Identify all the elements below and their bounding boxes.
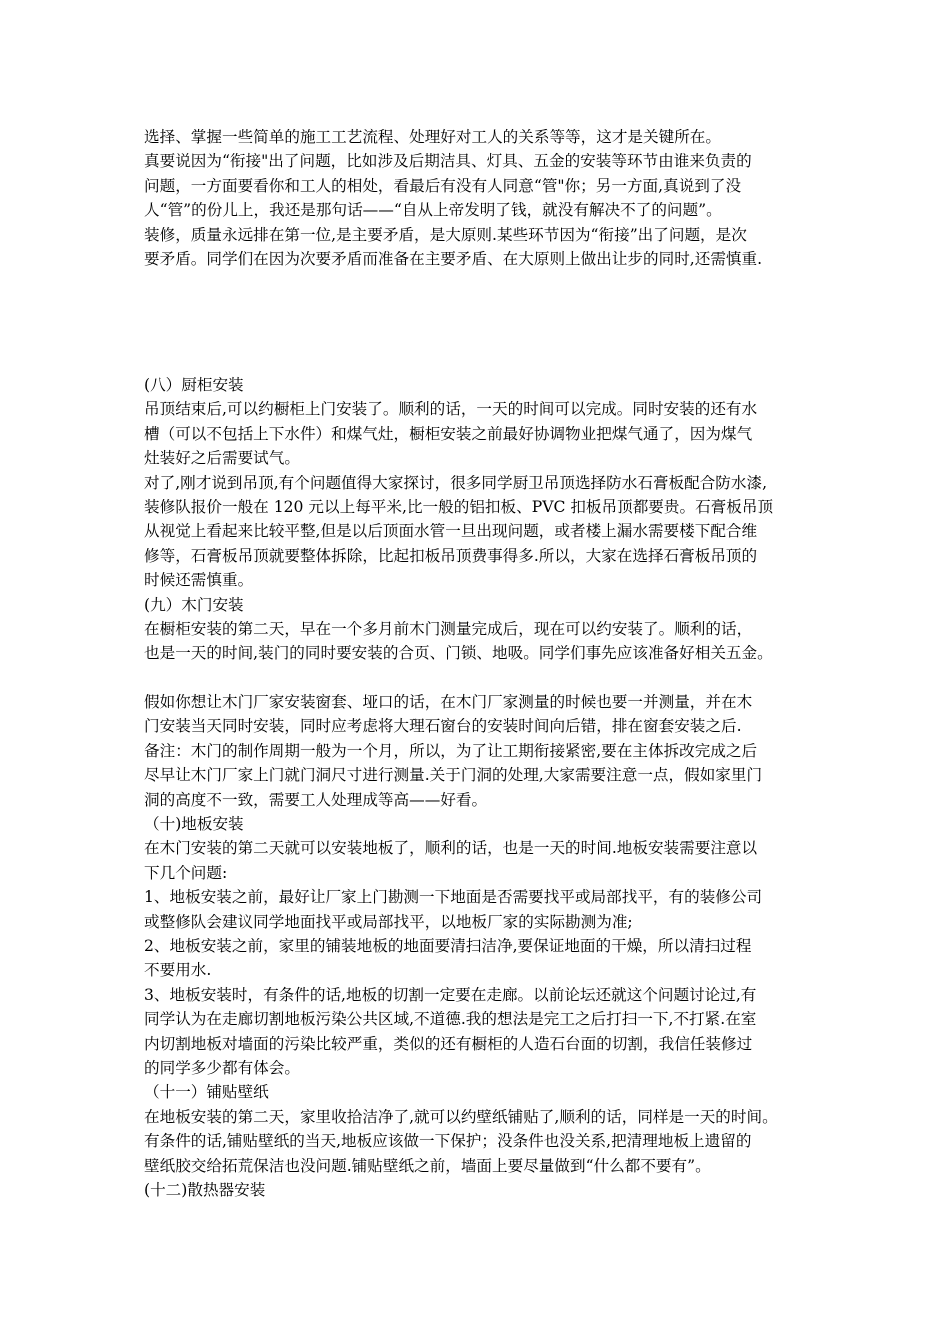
- section-heading-wood-door: (九）木门安装: [144, 595, 244, 614]
- section-heading-kitchen-cabinet: (八）厨柜安装: [144, 376, 244, 394]
- text-line: 槽（可以不包括上下水件）和煤气灶，橱柜安装之前最好协调物业把煤气通了，因为煤气: [144, 424, 753, 443]
- section-heading-floor: （十)地板安装: [144, 815, 244, 834]
- text-line: 要矛盾。同学们在因为次要矛盾而准备在主要矛盾、在大原则上做出让步的同时,还需慎重.: [144, 249, 763, 268]
- text-line: 对了,刚才说到吊顶,有个问题值得大家探讨，很多同学厨卫吊顶选择防水石膏板配合防水漆,: [144, 473, 768, 492]
- text-line: 时候还需慎重。: [144, 571, 254, 590]
- list-item: 2、地板安装之前，家里的铺装地板的地面要清扫洁净,要保证地面的干燥，所以清扫过程: [144, 936, 752, 955]
- text-line: 有条件的话,铺贴壁纸的当天,地板应该做一下保护；没条件也没关系,把清理地板上遗留的: [144, 1132, 752, 1151]
- intro-paragraphs: [144, 125, 824, 271]
- text-line: 尽早让木门厂家上门就门洞尺寸进行测量.关于门洞的处理,大家需要注意一点，假如家里门: [144, 766, 763, 785]
- text-line: 的同学多少都有体会。: [144, 1058, 300, 1077]
- text-line: 也是一天的时间,装门的同时要安装的合页、门锁、地吸。同学们事先应该准备好相关五金。: [144, 644, 773, 663]
- text-line: 灶装好之后需要试气。: [144, 449, 300, 468]
- list-item: 3、地板安装时，有条件的话,地板的切割一定要在走廊。以前论坛还就这个问题讨论过,有: [144, 985, 757, 1004]
- text-line: 从视觉上看起来比较平整,但是以后顶面水管一旦出现问题，或者楼上漏水需要楼下配合维: [144, 522, 758, 541]
- text-line: 选择、掌握一些简单的施工工艺流程、处理好对工人的关系等等，这才是关键所在。: [144, 128, 721, 146]
- text-line: 人“管”的份儿上，我还是那句话——“自从上帝发明了钱，就没有解决不了的问题”。: [144, 201, 722, 220]
- text-line: 在橱柜安装的第二天，早在一个多月前木门测量完成后，现在可以约安装了。顺利的话，: [144, 619, 753, 638]
- text-line: 下几个问题:: [144, 863, 228, 882]
- text-line: 修等，石膏板吊顶就要整体拆除，比起扣板吊顶费事得多.所以，大家在选择石膏板吊顶的: [144, 546, 758, 565]
- section-heading-radiator: (十二)散热器安装: [144, 1180, 266, 1199]
- text-line: 备注：木门的制作周期一般为一个月，所以，为了让工期衔接紧密,要在主体拆改完成之后: [144, 741, 758, 760]
- text-line: 内切割地板对墙面的污染比较严重，类似的还有橱柜的人造石台面的切割，我信任装修过: [144, 1034, 753, 1053]
- text-line: 真要说因为“衔接"出了问题，比如涉及后期洁具、灯具、五金的安装等环节由谁来负责的: [144, 152, 752, 171]
- text-line: 洞的高度不一致，需要工人处理成等高——好看。: [144, 790, 488, 809]
- text-line: 在地板安装的第二天，家里收拾洁净了,就可以约壁纸铺贴了,顺利的话，同样是一天的时间。: [144, 1107, 778, 1126]
- text-line: 问题，一方面要看你和工人的相处，看最后有没有人同意“管"你；另一方面,真说到了没: [144, 176, 742, 195]
- text-line: 门安装当天同时安装，同时应考虑将大理石窗台的安装时间向后错，排在窗套安装之后.: [144, 717, 742, 736]
- text-line: 假如你想让木门厂家安装窗套、垭口的话，在木门厂家测量的时候也要一并测量，并在木: [144, 693, 753, 712]
- text-line: 装修队报价一般在 120 元以上每平米,比一般的铝扣板、PVC 扣板吊顶都要贵。石膏板吊顶: [144, 497, 774, 516]
- text-line: 吊顶结束后,可以约橱柜上门安装了。顺利的话，一天的时间可以完成。同时安装的还有水: [144, 400, 758, 419]
- text-line: 不要用水.: [144, 961, 212, 980]
- text-line: 或整修队会建议同学地面找平或局部找平，以地板厂家的实际勘测为准;: [144, 912, 633, 931]
- blank-line: [144, 666, 824, 690]
- text-line: 壁纸胶交给拓荒保洁也没问题.铺贴壁纸之前，墙面上要尽量做到“什么都不要有”。: [144, 1156, 711, 1175]
- main-sections: [144, 373, 824, 1202]
- section-heading-wallpaper: （十一）铺贴壁纸: [144, 1083, 269, 1102]
- text-line: 在木门安装的第二天就可以安装地板了，顺利的话，也是一天的时间.地板安装需要注意以: [144, 839, 758, 858]
- text-line: 装修，质量永远排在第一位,是主要矛盾，是大原则.某些环节因为“衔接”出了问题，是次: [144, 225, 747, 244]
- text-line: 同学认为在走廊切割地板污染公共区域,不道德.我的想法是完工之后打扫一下,不打紧.在室: [144, 1010, 757, 1029]
- list-item: 1、地板安装之前，最好让厂家上门勘测一下地面是否需要找平或局部找平，有的装修公司: [144, 888, 763, 907]
